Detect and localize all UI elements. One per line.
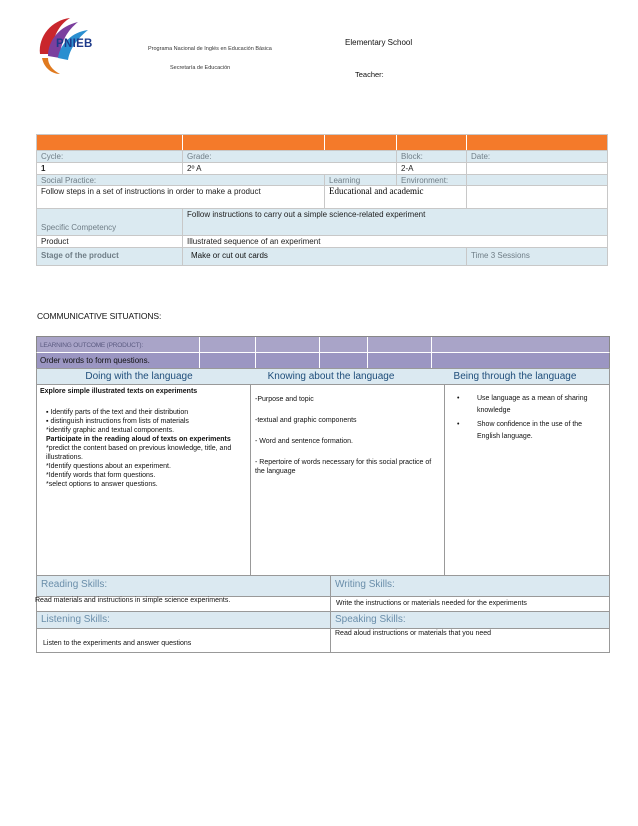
doing-item: *Identify questions about an experiment. xyxy=(46,463,171,470)
social-practice-label-row xyxy=(36,175,608,186)
being-column xyxy=(445,385,610,575)
outcome-text-row xyxy=(36,353,610,368)
knowing-item: - Word and sentence formation. xyxy=(255,438,353,445)
knowing-item: -Purpose and topic xyxy=(255,396,314,403)
values-row xyxy=(36,163,608,175)
product-value: Illustrated sequence of an experiment xyxy=(187,237,321,246)
competency-label: Specific Competency xyxy=(37,209,183,235)
social-practice-value: Follow steps in a set of instructions in order to make a product xyxy=(37,186,325,208)
reading-skills-text: Read materials and instructions in simple science experiments. xyxy=(35,597,331,611)
listening-speaking-label-row xyxy=(36,611,610,628)
learning-outcome-text: Order words to form questions. xyxy=(37,353,200,368)
environment-value: Educational and academic xyxy=(325,186,467,208)
block-label: Block: xyxy=(397,151,467,162)
program-name: Programa Nacional de Inglés en Educación Básica xyxy=(148,46,272,52)
writing-skills-label: Writing Skills: xyxy=(335,579,395,590)
writing-skills-text: Write the instructions or materials needed for the experiments xyxy=(336,600,527,607)
cycle-label: Cycle: xyxy=(37,151,183,162)
bullet-icon: • xyxy=(457,395,460,402)
secretaria-name: Secretaría de Educación xyxy=(170,65,231,71)
doing-item: Participate in the reading aloud of texts on experiments xyxy=(46,436,231,443)
listening-speaking-text-row xyxy=(36,628,610,653)
being-item: • Use language as a mean of sharing knowledge xyxy=(457,393,606,416)
doing-item: ▪ distinguish instructions from lists of materials xyxy=(46,418,189,425)
bullet-icon: • xyxy=(457,421,460,428)
speaking-skills-text: Read aloud instructions or materials that you need xyxy=(335,630,492,637)
listening-skills-label: Listening Skills: xyxy=(37,612,331,628)
block-value: 2-A xyxy=(397,163,467,174)
environment-label: Environment: xyxy=(397,175,467,185)
doing-item: *Identify words that form questions. xyxy=(46,472,156,479)
product-row xyxy=(36,236,608,248)
school-name: Elementary School xyxy=(345,38,413,47)
reading-skills-label: Reading Skills: xyxy=(37,576,331,596)
logo-text: PNIEB xyxy=(56,38,93,50)
speaking-skills-label: Speaking Skills: xyxy=(335,614,406,625)
columns-body-row xyxy=(36,385,610,575)
learning-outcome-label: LEARNING OUTCOME (PRODUCT): xyxy=(37,337,200,352)
doing-item: Explore simple illustrated texts on experiments xyxy=(40,388,198,395)
doing-header: Doing with the language xyxy=(85,371,193,382)
stage-value: Make or cut out cards xyxy=(183,248,467,265)
knowing-header: Knowing about the language xyxy=(267,371,395,382)
time-value: Time 3 Sessions xyxy=(471,251,530,260)
labels-row xyxy=(36,151,608,163)
cycle-value: 1 xyxy=(37,163,183,174)
reading-writing-text-row xyxy=(36,596,610,611)
knowing-item: - Repertoire of words necessary for this social practice of the language xyxy=(255,459,432,475)
date-label: Date: xyxy=(471,152,491,161)
communicative-situations-title: COMMUNICATIVE SITUATIONS: xyxy=(37,311,162,321)
outcome-label-row xyxy=(36,336,610,353)
teacher-label: Teacher: xyxy=(355,70,384,79)
stage-row xyxy=(36,248,608,266)
product-label: Product xyxy=(37,236,183,247)
outcome-table xyxy=(36,336,610,653)
doing-item: *identify graphic and textual components. xyxy=(46,427,175,434)
doing-item: *predict the content based on previous knowledge, title, and illustrations. xyxy=(46,445,232,461)
doing-column xyxy=(37,385,251,575)
stage-label: Stage of the product xyxy=(37,248,183,265)
date-value xyxy=(467,163,607,174)
knowing-item: -textual and graphic components xyxy=(255,417,357,424)
listening-skills-text: Listen to the experiments and answer questions xyxy=(37,629,331,652)
grade-label: Grade: xyxy=(183,151,397,162)
learning-label: Learning xyxy=(325,175,397,185)
doing-item: ▪ Identify parts of the text and their distribution xyxy=(46,409,189,416)
competency-value: Follow instructions to carry out a simple science-related experiment xyxy=(187,210,426,219)
grade-value: 2º A xyxy=(183,163,397,174)
knowing-column xyxy=(251,385,445,575)
being-item: • Show confidence in the use of the English language. xyxy=(457,419,606,442)
reading-writing-label-row xyxy=(36,575,610,596)
doing-item: *select options to answer questions. xyxy=(46,481,158,488)
being-header: Being through the language xyxy=(453,371,577,382)
competency-row xyxy=(36,209,608,236)
info-table xyxy=(36,134,608,266)
columns-header-row xyxy=(36,368,610,385)
social-practice-label: Social Practice: xyxy=(37,175,325,185)
orange-header-row xyxy=(36,134,608,151)
social-practice-row xyxy=(36,186,608,209)
